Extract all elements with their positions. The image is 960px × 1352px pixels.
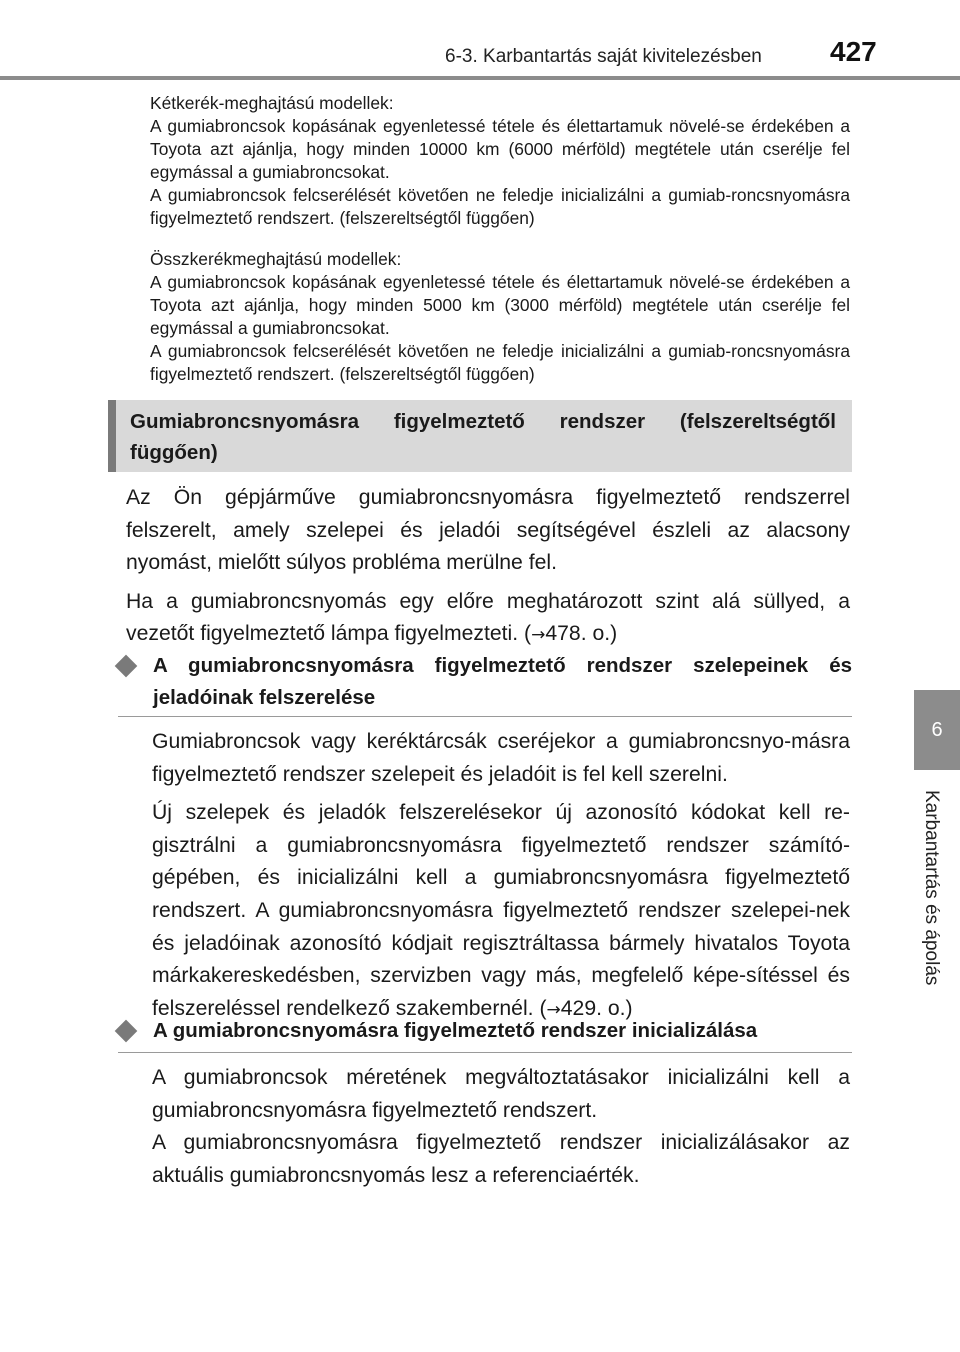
- subsection-heading-init: [118, 1015, 852, 1047]
- note-text: A gumiabroncsok felcserélését követően ne feledje inicializálni a gumiab-roncsnyomásra figyelmeztető rendszert. (felszereltségtől függően): [150, 341, 850, 384]
- note-two-wheel-drive: [150, 92, 850, 230]
- paragraph: Az Ön gépjárműve gumiabroncsnyomásra figyelmeztető rendszerrel felszerelt, amely szelepei és jeladói segítségével észleli az alacsony nyomást, mielőtt súlyos probléma merülne fel.: [126, 486, 850, 575]
- paragraph: A gumiabroncsnyomásra figyelmeztető rendszer inicializálásakor az aktuális gumiabroncsnyomás lesz a referenciaérték.: [152, 1131, 850, 1187]
- subsection-title: A gumiabroncsnyomásra figyelmeztető rendszer inicializálása: [153, 1019, 758, 1042]
- chapter-tab: [914, 690, 960, 770]
- subsection-title: A gumiabroncsnyomásra figyelmeztető rendszer szelepeinek és jeladóinak felszerelése: [153, 654, 852, 709]
- arrow-right-icon: →: [546, 999, 561, 1020]
- paragraph-text: Ha a gumiabroncsnyomás egy előre meghatározott szint alá süllyed, a vezetőt figyelmeztető lámpa figyelmezteti. (: [126, 589, 850, 646]
- chapter-title: Karbantartás és ápolás: [921, 790, 942, 986]
- paragraph: [126, 586, 850, 652]
- subsection-body-init: [152, 1062, 850, 1192]
- note-text: A gumiabroncsok felcserélését követően ne feledje inicializálni a gumiab-roncsnyomásra figyelmeztető rendszert. (felszereltségtől függően): [150, 185, 850, 228]
- page-reference-link[interactable]: 429. o.): [560, 996, 633, 1020]
- note-title: Kétkerék-meghajtású modellek:: [150, 93, 394, 113]
- subsection-divider: [118, 716, 852, 717]
- paragraph: A gumiabroncsok méretének megváltoztatásakor inicializálni kell a gumiabroncsnyomásra figyelmeztető rendszert.: [152, 1066, 850, 1122]
- subsection-body-install: [152, 726, 850, 1026]
- chapter-number: 6: [931, 718, 943, 741]
- subsection-heading-install: [118, 650, 852, 714]
- paragraph: Gumiabroncsok vagy keréktárcsák cseréjekor a gumiabroncsnyo-másra figyelmeztető rendszer szelepeit és jeladóit is fel kell szerelni.: [152, 730, 850, 786]
- page-reference-link[interactable]: 478. o.): [545, 622, 618, 646]
- note-all-wheel-drive: [150, 248, 850, 386]
- note-text: A gumiabroncsok kopásának egyenletessé tétele és élettartamuk növelé-se érdekében a Toyota azt ajánlja, hogy minden 10000 km (6000 mérföld) megtétele után cserélje fel egymással a gumiabroncsokat.: [150, 116, 850, 182]
- paragraph-text: Új szelepek és jeladók felszerelésekor új azonosító kódokat kell re-gisztrálni a gumiabroncsnyomásra figyelmeztető rendszer számító-gépében, és inicializálni kell a gumiabroncsnyomásra figyelmeztető rendszert. A gumiabroncsnyomásra figyelmeztető rendszer szelepei-nek és jeladóinak azonosító kódjait regisztráltassa bármely hivatalos Toyota márkakereskedésben, szervizben vagy más, megfelelő képe-sítéssel és felszereléssel rendelkező szakembernél. (: [152, 801, 850, 1020]
- paragraph: [152, 797, 850, 1026]
- header-divider: [0, 76, 960, 80]
- note-title: Összkerékmeghajtású modellek:: [150, 249, 402, 269]
- subsection-divider: [118, 1052, 852, 1053]
- section-body: [126, 482, 850, 652]
- page-number: 427: [830, 36, 877, 67]
- note-text: A gumiabroncsok kopásának egyenletessé tétele és élettartamuk növelé-se érdekében a Toyota azt ajánlja, hogy minden 5000 km (3000 mérföld) megtétele után cserélje fel egymással a gumiabroncsokat.: [150, 272, 850, 338]
- section-heading: Gumiabroncsnyomásra figyelmeztető rendszer (felszereltségtől függően): [108, 400, 852, 472]
- arrow-right-icon: →: [531, 625, 546, 646]
- section-title: 6-3. Karbantartás saját kivitelezésben: [445, 46, 762, 67]
